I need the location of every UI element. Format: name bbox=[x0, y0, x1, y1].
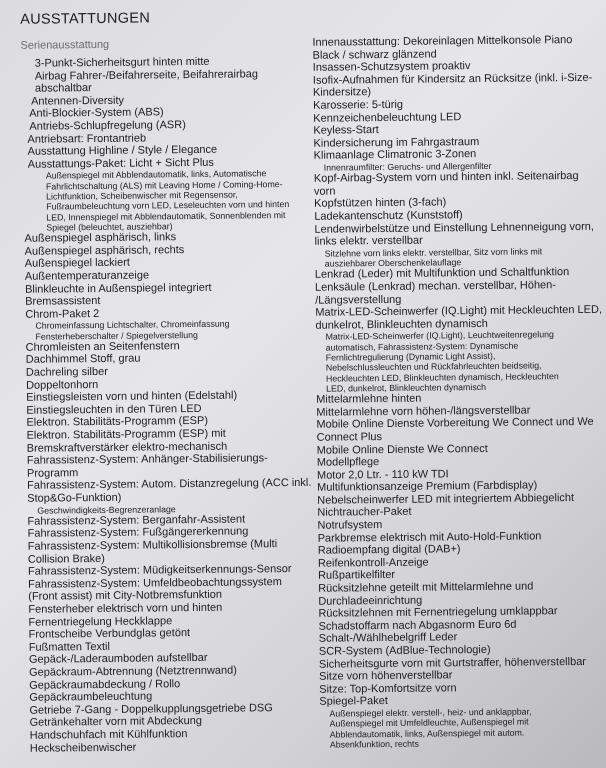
equipment-item: Nebelscheinwerfer LED mit integriertem Abbiegelicht bbox=[317, 491, 575, 507]
equipment-item: Kopfstützen hinten (3-fach) bbox=[314, 196, 447, 211]
equipment-item: Insassen-Schutzsystem proaktiv bbox=[312, 60, 471, 74]
equipment-detail-line: Geschwindigkeits-Begrenzeranlage bbox=[37, 503, 176, 516]
equipment-item: Kindersicherung im Fahrgastraum bbox=[313, 135, 480, 150]
equipment-item: Gepäck-/Laderaumboden aufstellbar bbox=[28, 652, 208, 667]
equipment-item: Dachreling silber bbox=[25, 365, 108, 379]
equipment-item: Fahrassistenz-System: Müdigkeitserkennungs-Sensor bbox=[27, 563, 292, 579]
equipment-detail-line: Abblendautomatik, links, Außenspiegel mit autom. bbox=[329, 727, 525, 740]
equipment-item: Gepäckraum-Abtrennung (Netztrennwand) bbox=[28, 664, 237, 679]
left-column bbox=[23, 55, 316, 755]
equipment-detail-line: Chromeinfassung Lichtschalter, Chromeinfassung bbox=[35, 318, 230, 331]
equipment-item: Mobile Online Dienste Vorbereitung We Connect und We bbox=[316, 416, 594, 432]
equipment-item: Antriebs-Schlupfregelung (ASR) bbox=[29, 119, 186, 133]
equipment-item: Doppeltonhorn bbox=[25, 378, 99, 392]
equipment-item: Fahrassistenz-System: Autom. Distanzregelung (ACC inkl. bbox=[27, 477, 312, 493]
equipment-item: Fahrassistenz-System: Anhänger-Stabilisierungs- bbox=[26, 452, 268, 467]
equipment-item: Fahrassistenz-System: Berganfahr-Assistent bbox=[27, 513, 246, 528]
equipment-item: Motor 2,0 Ltr. - 110 kW TDI bbox=[316, 468, 449, 482]
equipment-item: SCR-System (AdBlue-Technologie) bbox=[318, 643, 491, 658]
equipment-item: Schalt-/Wählhebelgriff Leder bbox=[318, 631, 458, 646]
equipment-item: Fensterheber elektrisch vorn und hinten bbox=[28, 601, 223, 616]
equipment-item: Reifenkontroll-Anzeige bbox=[317, 556, 429, 570]
equipment-item: Elektron. Stabilitäts-Programm (ESP) bbox=[26, 415, 209, 430]
equipment-item: Kindersitze) bbox=[312, 86, 372, 100]
equipment-detail-line: ausziehbarer Oberschenkelauflage bbox=[324, 257, 462, 269]
equipment-item: Kopf-Airbag-System vorn und hinten inkl. Seitenairbag bbox=[313, 170, 579, 185]
equipment-detail-line: Nebelschlussleuchten und Rückfahrleuchten beidseitig, bbox=[325, 360, 542, 373]
equipment-item: Antriebsart: Frontantrieb bbox=[27, 132, 147, 146]
equipment-item: Außenspiegel asphärisch, rechts bbox=[24, 243, 185, 258]
equipment-item: Außentemperaturanzeige bbox=[24, 269, 150, 283]
equipment-item: Programm bbox=[26, 467, 79, 480]
equipment-item: Chromleisten an Seitenfenstern bbox=[25, 340, 180, 354]
equipment-detail-line: LED, dunkelrot, Blinkleuchten dynamisch bbox=[326, 381, 487, 394]
equipment-item: Durchladeeinrichtung bbox=[318, 594, 423, 608]
equipment-item: Schadstoffarm nach Abgasnorm Euro 6d bbox=[318, 618, 517, 633]
equipment-item: Heckscheibenwischer bbox=[29, 741, 137, 755]
equipment-item: links elektr. verstellbar bbox=[314, 234, 423, 248]
equipment-item: Getriebe 7-Gang - Doppelkupplungsgetriebe DSG bbox=[29, 701, 273, 717]
equipment-detail-line: Matrix-LED-Scheinwerfer (IQ.Light), Leuchtweitenregelung bbox=[325, 329, 554, 342]
equipment-item: Antennen-Diversity bbox=[31, 94, 125, 108]
equipment-item: Sitze vorn höhenverstellbar bbox=[319, 669, 453, 683]
equipment-item: abschaltbar bbox=[34, 82, 92, 95]
equipment-item: Gepäckraumabdeckung / Rollo bbox=[29, 677, 181, 692]
equipment-detail-line: Fensterheberschalter / Spiegelverstellung bbox=[35, 329, 198, 342]
equipment-item: Bremskraftverstärker elektro-mechanisch bbox=[26, 440, 228, 455]
equipment-item: Keyless-Start bbox=[313, 124, 379, 137]
equipment-item: Fahrassistenz-System: Fußgängererkennung bbox=[27, 525, 249, 541]
equipment-detail-line: Außenspiegel elektr. verstell-, heiz- und anklappbar, bbox=[329, 706, 532, 719]
equipment-item: Modellpflege bbox=[316, 456, 380, 469]
equipment-item: vorn bbox=[313, 185, 336, 198]
equipment-item: Rußpartikelfilter bbox=[317, 569, 396, 583]
equipment-item: Elektron. Stabilitäts-Programm (ESP) mit bbox=[26, 427, 226, 442]
equipment-item: Außenspiegel lackiert bbox=[24, 256, 130, 271]
equipment-detail-line: Außenspiegel mit Abblendautomatik, links, Automatische bbox=[45, 168, 267, 181]
equipment-detail-line: automatisch, Fahrassistenz-System: Dynamische bbox=[325, 340, 519, 353]
equipment-item: Ausstattung Highline / Style / Elegance bbox=[27, 143, 218, 158]
equipment-item: Airbag Fahrer-/Beifahrerseite, Beifahrerairbag bbox=[34, 67, 259, 83]
equipment-item: Ladekantenschutz (Kunststoff) bbox=[314, 209, 463, 223]
section-heading: Serienausstattung bbox=[20, 38, 110, 52]
equipment-item: Notrufsystem bbox=[317, 519, 383, 532]
equipment-item: Fahrassistenz-System: Multikollisionsbremse (Multi bbox=[27, 538, 278, 553]
equipment-item: Lendenwirbelstütze und Einstellung Lehnenneigung vorn, bbox=[314, 220, 594, 236]
equipment-item: dunkelrot, Blinkleuchten dynamisch bbox=[315, 317, 488, 332]
equipment-item: Lenkrad (Leder) mit Multifunktion und Schaltfunktion bbox=[314, 266, 570, 282]
equipment-item: Fußmatten Textil bbox=[28, 640, 110, 654]
equipment-item: Einstiegsleisten vorn und hinten (Edelstahl) bbox=[26, 389, 238, 404]
equipment-detail-line: Lichtfunktion, Scheibenwischer mit Regensensor, bbox=[46, 189, 238, 202]
equipment-item: Collision Brake) bbox=[27, 552, 105, 566]
equipment-item: Mittelarmlehne hinten bbox=[316, 392, 422, 406]
equipment-item: Einstiegsleuchten in den Türen LED bbox=[26, 402, 202, 417]
equipment-item: Chrom-Paket 2 bbox=[25, 307, 100, 321]
equipment-item: Mittelarmlehne vorn höhen-/längsverstellbar bbox=[316, 404, 531, 419]
equipment-item: Gepäckraumbeleuchtung bbox=[29, 690, 153, 704]
equipment-item: Anti-Blockier-System (ABS) bbox=[29, 106, 164, 121]
equipment-detail-line: Absenkfunktion, rechts bbox=[329, 738, 419, 750]
equipment-item: Stop&Go-Funktion) bbox=[27, 491, 122, 505]
equipment-detail-line: Fernlichtregulierung (Dynamic Light Assist), bbox=[325, 350, 496, 363]
right-column bbox=[312, 34, 606, 750]
equipment-item: Handschuhfach mit Kühlfunktion bbox=[29, 728, 188, 742]
equipment-item: Rücksitzlehne geteilt mit Mittelarmlehne und bbox=[318, 580, 534, 595]
equipment-detail-line: Spiegel (beleuchtet, ausziehbar) bbox=[46, 221, 173, 233]
equipment-item: Nichtraucher-Paket bbox=[317, 506, 412, 520]
equipment-item: Black / schwarz glänzend bbox=[312, 48, 437, 62]
equipment-item: Getränkehalter vorn mit Abdeckung bbox=[29, 715, 203, 730]
equipment-item: Connect Plus bbox=[316, 430, 383, 444]
equipment-item: (Front assist) mit City-Notbremsfunktion bbox=[28, 589, 223, 604]
equipment-item: Ausstattungs-Paket: Licht + Sicht Plus bbox=[27, 156, 214, 171]
equipment-detail-line: Innenraumfilter: Geruchs- und Allergenfilter bbox=[323, 160, 492, 173]
equipment-item: Sitze: Top-Komfortsitze vorn bbox=[319, 682, 457, 696]
equipment-item: Sicherheitsgurte vorn mit Gurtstraffer, höhenverstellbar bbox=[318, 655, 587, 671]
equipment-item: Außenspiegel asphärisch, links bbox=[24, 231, 177, 245]
equipment-item: Spiegel-Paket bbox=[319, 695, 388, 709]
equipment-item: Karosserie: 5-türig bbox=[313, 98, 404, 112]
equipment-item: Lenksäule (Lenkrad) mechan. verstellbar, Höhen- bbox=[314, 279, 557, 294]
equipment-item: Rücksitzlehnen mit Fernentriegelung umklappbar bbox=[318, 605, 558, 620]
equipment-item: Klimaanlage Climatronic 3-Zonen bbox=[313, 148, 477, 163]
equipment-item: Dachhimmel Stoff, grau bbox=[25, 353, 141, 367]
equipment-item: Radioempfang digital (DAB+) bbox=[317, 543, 461, 557]
equipment-item: Innenausstattung: Dekoreinlagen Mittelkonsole Piano bbox=[312, 34, 573, 49]
equipment-item: Isofix-Aufnahmen für Kindersitz an Rücksitze (inkl. i-Size- bbox=[312, 71, 593, 87]
page-title: AUSSTATTUNGEN bbox=[20, 10, 151, 28]
equipment-item: Bremsassistent bbox=[25, 295, 101, 308]
equipment-item: Multifunktionsanzeige Premium (Farbdisplay) bbox=[317, 479, 538, 495]
equipment-item: Frontscheibe Verbundglas getönt bbox=[28, 627, 191, 641]
equipment-detail-line: Fußraumbeleuchtung vorn LED, Leseleuchten vorn und hinten bbox=[46, 199, 290, 212]
equipment-item: Fernentriegelung Heckklappe bbox=[28, 614, 173, 629]
equipment-item: 3-Punkt-Sicherheitsgurt hinten mitte bbox=[34, 55, 210, 70]
equipment-item: Blinkleuchte in Außenspiegel integriert bbox=[24, 281, 212, 296]
equipment-item: Parkbremse elektrisch mit Auto-Hold-Funktion bbox=[317, 530, 542, 545]
equipment-item: Fahrassistenz-System: Umfeldbeobachtungssystem bbox=[28, 575, 282, 591]
equipment-item: Mobile Online Dienste We Connect bbox=[316, 442, 488, 457]
equipment-item: /Längsverstellung bbox=[315, 293, 402, 307]
equipment-item: Kennzeichenbeleuchtung LED bbox=[313, 110, 462, 125]
equipment-detail-line: Heckleuchten LED, Blinkleuchten dynamisch, Heckleuchten bbox=[325, 370, 559, 384]
equipment-detail-line: LED, Innenspiegel mit Abblendautomatik, Sonnenblenden mit bbox=[46, 209, 286, 223]
equipment-detail-line: Sitzlehne vorn links elektr. verstellbar, Sitz vorn links mit bbox=[324, 246, 543, 259]
equipment-detail-line: Außenspiegel mit Umfeldleuchte, Außenspiegel mit bbox=[329, 716, 529, 729]
equipment-item: Matrix-LED-Scheinwerfer (IQ.Light) mit Heckleuchten LED, bbox=[315, 303, 603, 319]
equipment-detail-line: Fahrlichtschaltung (ALS) mit Leaving Home / Coming-Home- bbox=[45, 178, 283, 192]
